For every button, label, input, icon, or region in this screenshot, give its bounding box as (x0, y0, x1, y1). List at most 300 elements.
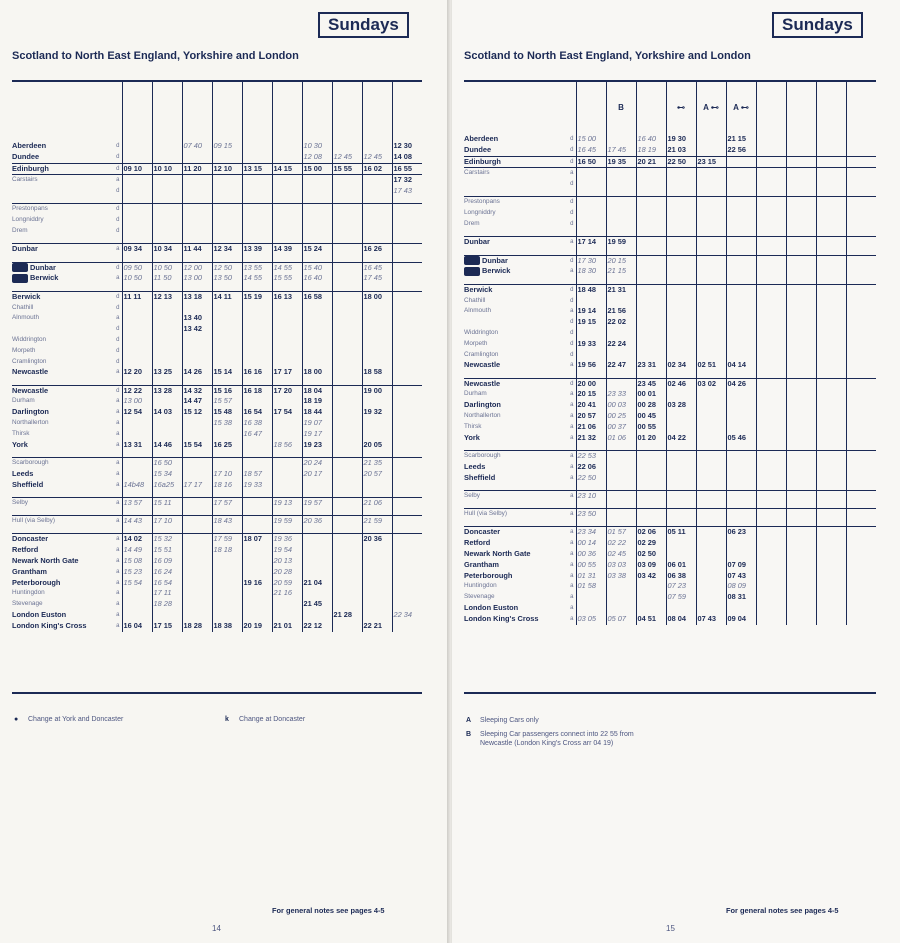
spacer-row (12, 255, 422, 262)
station-name (464, 350, 564, 361)
arr-dep-marker: a (112, 497, 122, 508)
left-page (0, 0, 449, 943)
time-cell: 20 00 (576, 378, 606, 389)
time-cell (816, 306, 846, 317)
column-head (816, 82, 846, 134)
time-cell (242, 186, 272, 197)
footnote: B Sleeping Car passengers connect into 22 55 from Newcastle (London King's Cross arr 04 19) (466, 731, 634, 747)
time-cell (786, 490, 816, 501)
time-cell (362, 324, 392, 335)
time-cell: 15 54 (182, 440, 212, 451)
time-cell (666, 350, 696, 361)
spacer-cell (666, 277, 696, 284)
time-cell (332, 141, 362, 152)
time-cell (302, 556, 332, 567)
time-cell (696, 296, 726, 307)
time-cell: 22 34 (392, 610, 422, 621)
station-label: Selby (12, 498, 28, 506)
time-cell: 23 34 (576, 527, 606, 538)
time-cell: 15 12 (182, 407, 212, 418)
spacer-cell (392, 134, 422, 141)
time-cell: 20 57 (362, 469, 392, 480)
station-name (12, 346, 112, 357)
time-cell (362, 226, 392, 237)
arr-dep-marker: d (112, 291, 122, 302)
time-cell: 17 14 (576, 237, 606, 248)
time-cell (302, 186, 332, 197)
station-name (464, 145, 564, 156)
time-cell: 21 04 (302, 578, 332, 589)
time-cell (242, 204, 272, 215)
timetable-row (464, 389, 876, 400)
spacer-cell (392, 378, 422, 385)
arr-dep-marker: a (116, 622, 120, 629)
time-cell (636, 592, 666, 603)
time-cell: 00 28 (636, 400, 666, 411)
time-cell (786, 350, 816, 361)
timetable-row (12, 335, 422, 346)
time-cell (392, 291, 422, 302)
spacer-cell (786, 520, 816, 527)
time-cell: 06 23 (726, 527, 756, 538)
column-head (182, 82, 212, 134)
time-cell (696, 179, 726, 190)
time-cell (726, 490, 756, 501)
time-cell (242, 396, 272, 407)
time-cell (816, 378, 846, 389)
time-cell (756, 339, 786, 350)
time-cell (786, 549, 816, 560)
time-cell (636, 179, 666, 190)
spacer-cell (816, 371, 846, 378)
timetable-row (464, 145, 876, 156)
station-name (12, 534, 112, 545)
time-cell: 16 55 (392, 163, 422, 175)
spacer-cell (332, 197, 362, 204)
time-cell: 18 16 (212, 480, 242, 491)
station-name (464, 592, 564, 603)
station-name (12, 186, 112, 197)
time-cell: 21 06 (362, 497, 392, 508)
spacer-cell (636, 502, 666, 509)
column-head (636, 82, 666, 134)
time-cell: 02 34 (666, 360, 696, 371)
spacer-cell (756, 520, 786, 527)
time-cell (606, 328, 636, 339)
spacer-cell (696, 190, 726, 197)
time-cell: 21 59 (362, 516, 392, 527)
spacer-cell (576, 371, 606, 378)
time-cell (636, 197, 666, 208)
time-cell (726, 328, 756, 339)
time-cell: 15 00 (576, 134, 606, 145)
time-cell (816, 219, 846, 230)
station-name (12, 303, 112, 314)
time-cell: 15 48 (212, 407, 242, 418)
time-cell (122, 610, 152, 621)
time-cell (756, 296, 786, 307)
station-name (12, 262, 112, 273)
timetable-row (464, 433, 876, 444)
station-label: Grantham (12, 566, 47, 576)
time-cell: 19 35 (606, 156, 636, 168)
time-cell (816, 422, 846, 433)
spacer-cell (464, 520, 564, 527)
spacer-cell (112, 509, 122, 516)
timetable-row (12, 457, 422, 468)
time-cell: 21 15 (606, 266, 636, 277)
time-cell (242, 567, 272, 578)
station-label: Carstairs (464, 169, 490, 177)
time-cell: 17 10 (152, 516, 182, 527)
arr-dep-marker: a (112, 457, 122, 468)
spacer-cell (302, 509, 332, 516)
time-cell: 13 40 (182, 313, 212, 324)
spacer-cell (726, 277, 756, 284)
spacer-cell (726, 520, 756, 527)
column-head (362, 82, 392, 134)
time-cell (242, 175, 272, 186)
station-name (464, 411, 564, 422)
spacer-cell (12, 237, 112, 244)
spacer-cell (362, 509, 392, 516)
spacer-cell (272, 509, 302, 516)
arr-dep-marker: a (116, 398, 120, 405)
spacer-cell (212, 284, 242, 291)
spacer-cell (636, 443, 666, 450)
time-cell (606, 509, 636, 520)
time-cell: 09 50 (122, 262, 152, 273)
spacer-cell (302, 378, 332, 385)
time-cell (362, 335, 392, 346)
arr-dep-marker: a (570, 583, 574, 590)
time-cell (816, 473, 846, 484)
time-cell: 19 33 (576, 339, 606, 350)
spacer-cell (564, 190, 576, 197)
time-cell: 10 30 (302, 141, 332, 152)
time-cell: 18 00 (302, 367, 332, 378)
time-cell: 14 55 (272, 262, 302, 273)
time-cell (726, 473, 756, 484)
time-cell (786, 197, 816, 208)
time-cell (786, 389, 816, 400)
time-cell: 21 03 (666, 145, 696, 156)
spacer-cell (666, 502, 696, 509)
time-cell (636, 350, 666, 361)
time-cell: 17 59 (212, 534, 242, 545)
arr-dep-marker: a (112, 175, 122, 186)
arr-dep-marker: d (570, 221, 574, 228)
station-label: Morpeth (12, 346, 36, 354)
spacer-cell (362, 450, 392, 457)
time-cell (272, 141, 302, 152)
station-label: Berwick (464, 284, 493, 294)
station-label: Sheffield (12, 479, 44, 489)
station-name (464, 527, 564, 538)
time-cell (242, 599, 272, 610)
spacer-cell (242, 134, 272, 141)
time-cell (726, 462, 756, 473)
arr-dep-marker: a (570, 402, 574, 409)
time-cell (152, 418, 182, 429)
arr-dep-marker: a (564, 450, 576, 461)
spacer-cell (212, 255, 242, 262)
time-cell (182, 226, 212, 237)
timetable-row (464, 462, 876, 473)
time-cell (786, 266, 816, 277)
time-cell (302, 303, 332, 314)
spacer-cell (786, 443, 816, 450)
station-name (12, 141, 112, 152)
timetable-row (12, 303, 422, 314)
time-cell: 21 28 (332, 610, 362, 621)
time-cell: 14 08 (392, 152, 422, 163)
arr-dep-marker: a (116, 611, 120, 618)
spacer-cell (756, 277, 786, 284)
time-cell (182, 418, 212, 429)
station-name (12, 244, 112, 255)
time-cell: 03 09 (636, 560, 666, 571)
time-cell (392, 204, 422, 215)
time-cell (816, 433, 846, 444)
time-cell (816, 339, 846, 350)
spacer-cell (12, 255, 112, 262)
spacer-cell (464, 230, 564, 237)
time-cell (816, 255, 846, 266)
time-cell: 10 50 (152, 262, 182, 273)
spacer-cell (212, 450, 242, 457)
station-name (464, 255, 564, 266)
time-cell (756, 255, 786, 266)
time-cell: 13 28 (152, 385, 182, 396)
spacer-cell (242, 378, 272, 385)
time-cell (666, 450, 696, 461)
time-cell (242, 556, 272, 567)
time-cell: 11 20 (182, 163, 212, 175)
spacer-cell (302, 255, 332, 262)
time-cell: 19 15 (576, 317, 606, 328)
station-label: Newcastle (12, 367, 49, 377)
spacer-cell (242, 450, 272, 457)
time-cell: 22 06 (576, 462, 606, 473)
time-cell (756, 156, 786, 168)
station-name (12, 396, 112, 407)
spacer-row (12, 509, 422, 516)
time-cell (816, 603, 846, 614)
time-cell: 22 56 (726, 145, 756, 156)
time-cell (636, 208, 666, 219)
time-cell (756, 549, 786, 560)
time-cell (756, 219, 786, 230)
time-cell (666, 266, 696, 277)
time-cell (212, 588, 242, 599)
time-cell (392, 457, 422, 468)
time-cell (392, 357, 422, 368)
timetable-row (12, 621, 422, 632)
time-cell (272, 418, 302, 429)
spacer-cell (122, 490, 152, 497)
time-cell (786, 450, 816, 461)
time-cell: 09 15 (212, 141, 242, 152)
time-cell (786, 411, 816, 422)
station-label: Scarborough (464, 451, 501, 459)
time-cell (816, 179, 846, 190)
time-cell: 13 15 (242, 163, 272, 175)
time-cell (576, 197, 606, 208)
time-cell (362, 429, 392, 440)
time-cell: 22 47 (606, 360, 636, 371)
spacer-cell (122, 134, 152, 141)
time-cell: 14 02 (122, 534, 152, 545)
timetable-row (12, 556, 422, 567)
time-cell: 19 17 (302, 429, 332, 440)
time-cell: 19 54 (272, 545, 302, 556)
time-cell (242, 324, 272, 335)
time-cell (242, 226, 272, 237)
time-cell (696, 208, 726, 219)
spacer-cell (816, 443, 846, 450)
time-cell (846, 328, 876, 339)
spacer-cell (606, 230, 636, 237)
spacer-cell (122, 378, 152, 385)
time-cell: 02 51 (696, 360, 726, 371)
time-cell (846, 450, 876, 461)
spacer-cell (666, 371, 696, 378)
spacer-cell (606, 443, 636, 450)
time-cell: 16 16 (242, 367, 272, 378)
stub-head (464, 82, 564, 134)
time-cell: 22 50 (666, 156, 696, 168)
timetable-row (12, 588, 422, 599)
time-cell (392, 396, 422, 407)
spacer-cell (666, 520, 696, 527)
time-cell (756, 538, 786, 549)
spacer-cell (332, 378, 362, 385)
station-name (12, 385, 112, 396)
time-cell (726, 208, 756, 219)
time-cell (756, 134, 786, 145)
station-name (12, 545, 112, 556)
time-cell (272, 599, 302, 610)
spacer-cell (576, 248, 606, 255)
spacer-cell (576, 483, 606, 490)
right-page (452, 0, 900, 943)
time-cell: 23 50 (576, 509, 606, 520)
timetable-row (464, 284, 876, 295)
time-cell: 15 19 (242, 291, 272, 302)
time-cell (816, 462, 846, 473)
station-name (464, 339, 564, 350)
time-cell: 03 38 (606, 571, 636, 582)
spacer-cell (122, 450, 152, 457)
time-cell (362, 357, 392, 368)
column-head (272, 82, 302, 134)
station-label: Newcastle (464, 360, 501, 370)
time-cell: 18 18 (212, 545, 242, 556)
time-cell (302, 335, 332, 346)
station-label: Leeds (12, 468, 34, 478)
time-cell: 20 24 (302, 457, 332, 468)
timetable-row (464, 156, 876, 168)
time-cell: 07 59 (666, 592, 696, 603)
time-cell (756, 389, 786, 400)
timetable-row (12, 497, 422, 508)
time-cell (666, 422, 696, 433)
time-cell: 20 05 (362, 440, 392, 451)
station-name (464, 219, 564, 230)
spacer-cell (392, 490, 422, 497)
time-cell (242, 152, 272, 163)
time-cell (846, 571, 876, 582)
time-cell (846, 237, 876, 248)
station-name (464, 538, 564, 549)
station-name (12, 418, 112, 429)
arr-dep-marker: d (116, 304, 120, 311)
time-cell (696, 490, 726, 501)
station-label: Dunbar (464, 237, 490, 247)
time-cell (846, 527, 876, 538)
time-cell: 02 46 (666, 378, 696, 389)
time-cell (242, 440, 272, 451)
time-cell (786, 538, 816, 549)
time-cell: 13 00 (122, 396, 152, 407)
footnote: ● Change at York and Doncaster (14, 716, 124, 723)
time-cell (362, 610, 392, 621)
time-cell (272, 175, 302, 186)
time-cell (332, 588, 362, 599)
arr-dep-marker: a (564, 490, 576, 501)
time-cell (756, 145, 786, 156)
time-cell (756, 284, 786, 295)
spacer-cell (182, 509, 212, 516)
station-label: Edinburgh (464, 156, 501, 166)
spacer-cell (816, 190, 846, 197)
spacer-cell (152, 378, 182, 385)
spacer-cell (576, 443, 606, 450)
spacer-cell (212, 490, 242, 497)
time-cell (696, 560, 726, 571)
arr-dep-marker: a (112, 244, 122, 255)
station-label: Peterborough (464, 570, 513, 580)
spacer-cell (564, 248, 576, 255)
time-cell (786, 592, 816, 603)
time-cell: 16 54 (152, 578, 182, 589)
time-cell (846, 266, 876, 277)
spacer-cell (726, 190, 756, 197)
time-cell: 12 45 (362, 152, 392, 163)
spacer-cell (212, 197, 242, 204)
time-cell (786, 603, 816, 614)
spacer-cell (392, 237, 422, 244)
time-cell: 19 32 (362, 407, 392, 418)
time-cell (756, 350, 786, 361)
time-cell: 09 34 (122, 244, 152, 255)
spacer-cell (182, 527, 212, 534)
time-cell (696, 549, 726, 560)
time-cell (182, 556, 212, 567)
arr-dep-marker: d (116, 326, 120, 333)
spacer-cell (332, 134, 362, 141)
time-cell (332, 516, 362, 527)
station-name (464, 571, 564, 582)
time-cell (786, 581, 816, 592)
timetable-row (464, 473, 876, 484)
time-cell (182, 175, 212, 186)
station-name (12, 175, 112, 186)
station-label: Northallerton (12, 419, 49, 427)
arr-dep-marker: d (570, 340, 574, 347)
station-name (12, 313, 112, 324)
